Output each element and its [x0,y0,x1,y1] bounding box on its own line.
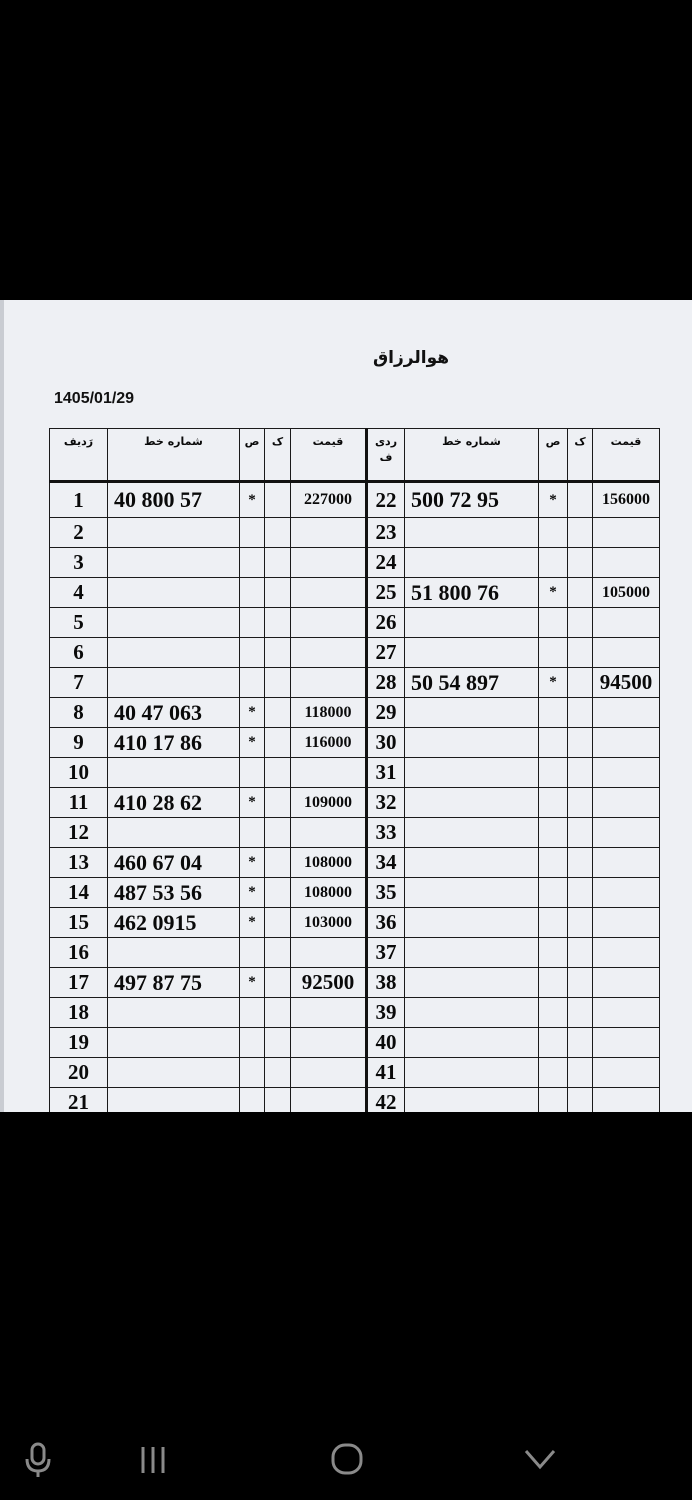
row-index-right: 40 [367,1028,405,1058]
status-s-cell-right [539,728,568,758]
line-number-right [405,698,539,728]
status-k-cell-left [265,848,291,878]
price-left [291,1058,367,1088]
line-number-left [108,1058,240,1088]
table-row [50,482,660,518]
hide-keyboard-icon[interactable] [518,1438,562,1482]
status-k-cell-right [568,608,593,638]
row-index-left: 17 [50,968,108,998]
price-left [291,668,367,698]
table-row [50,638,660,668]
price-left: 118000 [291,698,367,728]
line-number-left: 410 28 62 [108,788,240,818]
row-index-left: 21 [50,1088,108,1113]
status-k-cell-left [265,698,291,728]
row-index-left: 2 [50,518,108,548]
row-index-right: 39 [367,998,405,1028]
status-s-cell-left: * [240,908,265,938]
price-left [291,818,367,848]
line-number-left [108,1088,240,1113]
line-number-left [108,668,240,698]
status-k-cell-left [265,998,291,1028]
table-row [50,1058,660,1088]
row-index-left: 14 [50,878,108,908]
status-k-cell-left [265,878,291,908]
header-k-2: ک [568,429,593,482]
price-right: 94500 [593,668,660,698]
row-index-right: 23 [367,518,405,548]
status-s-cell-left [240,1058,265,1088]
price-right [593,1088,660,1113]
price-right [593,908,660,938]
status-k-cell-right [568,938,593,968]
row-index-right: 26 [367,608,405,638]
row-index-right: 37 [367,938,405,968]
header-s: ص [240,429,265,482]
line-number-left: 462 0915 [108,908,240,938]
status-k-cell-right [568,758,593,788]
status-k-cell-right [568,728,593,758]
status-s-cell-right: * [539,668,568,698]
status-s-cell-right [539,638,568,668]
status-k-cell-left [265,668,291,698]
header-s-2: ص [539,429,568,482]
row-index-right: 35 [367,878,405,908]
status-k-cell-right [568,1088,593,1113]
price-left: 103000 [291,908,367,938]
status-k-cell-left [265,548,291,578]
status-s-cell-left [240,548,265,578]
row-index-left: 18 [50,998,108,1028]
document-page [0,300,692,1112]
table-body [50,482,660,1113]
table-row [50,668,660,698]
row-index-right: 25 [367,578,405,608]
status-k-cell-right [568,518,593,548]
status-k-cell-left [265,818,291,848]
price-left [291,998,367,1028]
line-number-right: 500 72 95 [405,482,539,518]
status-s-cell-right [539,818,568,848]
line-number-left: 40 800 57 [108,482,240,518]
row-index-right: 32 [367,788,405,818]
price-left [291,548,367,578]
price-left: 227000 [291,482,367,518]
table-row [50,518,660,548]
row-index-left: 19 [50,1028,108,1058]
status-k-cell-right [568,968,593,998]
line-number-left [108,818,240,848]
header-row-number-2: ردی ف [367,429,405,482]
table-row [50,1028,660,1058]
status-s-cell-left [240,1028,265,1058]
status-k-cell-left [265,1058,291,1088]
line-number-left: 460 67 04 [108,848,240,878]
price-left [291,578,367,608]
row-index-left: 20 [50,1058,108,1088]
status-s-cell-right [539,758,568,788]
status-k-cell-left [265,482,291,518]
line-number-left: 487 53 56 [108,878,240,908]
status-s-cell-left [240,608,265,638]
price-right [593,968,660,998]
line-number-right [405,848,539,878]
price-right [593,848,660,878]
status-s-cell-left [240,938,265,968]
line-number-right [405,1058,539,1088]
line-number-right [405,608,539,638]
status-k-cell-right [568,638,593,668]
row-index-left: 12 [50,818,108,848]
table-row [50,938,660,968]
status-k-cell-right [568,848,593,878]
line-number-right [405,818,539,848]
status-k-cell-right [568,698,593,728]
status-k-cell-right [568,908,593,938]
price-right [593,998,660,1028]
line-number-right [405,908,539,938]
line-number-left: 40 47 063 [108,698,240,728]
android-nav-bar [0,1420,692,1500]
price-left [291,608,367,638]
status-s-cell-right [539,788,568,818]
status-s-cell-left: * [240,848,265,878]
row-index-left: 1 [50,482,108,518]
status-s-cell-right [539,1088,568,1113]
line-number-left [108,758,240,788]
price-left [291,938,367,968]
status-k-cell-right [568,818,593,848]
price-right [593,1028,660,1058]
header-row-number: رَدیف [50,429,108,482]
price-left: 108000 [291,878,367,908]
price-left: 108000 [291,848,367,878]
price-right [593,728,660,758]
row-index-right: 33 [367,818,405,848]
price-right [593,698,660,728]
microphone-icon[interactable] [16,1438,60,1482]
row-index-left: 16 [50,938,108,968]
table-row [50,998,660,1028]
line-number-right [405,998,539,1028]
status-k-cell-right [568,878,593,908]
status-k-cell-right [568,668,593,698]
status-k-cell-left [265,968,291,998]
price-right [593,548,660,578]
price-left [291,638,367,668]
status-k-cell-right [568,788,593,818]
line-number-right [405,548,539,578]
row-index-left: 15 [50,908,108,938]
status-k-cell-left [265,908,291,938]
status-s-cell-left: * [240,482,265,518]
line-number-left [108,998,240,1028]
line-number-right [405,968,539,998]
row-index-right: 30 [367,728,405,758]
header-line-number: شماره خط [108,429,240,482]
status-s-cell-right [539,848,568,878]
row-index-left: 13 [50,848,108,878]
header-line-number-2: شماره خط [405,429,539,482]
status-k-cell-left [265,1028,291,1058]
row-index-right: 28 [367,668,405,698]
row-index-right: 29 [367,698,405,728]
row-index-left: 9 [50,728,108,758]
table-row [50,908,660,938]
row-index-left: 6 [50,638,108,668]
status-k-cell-left [265,608,291,638]
home-icon[interactable] [325,1438,369,1482]
row-index-left: 5 [50,608,108,638]
price-right [593,878,660,908]
line-number-right [405,1088,539,1113]
table-row [50,1088,660,1113]
status-s-cell-left: * [240,698,265,728]
document-heading: هوالرزاق [372,348,450,368]
price-right: 156000 [593,482,660,518]
row-index-right: 36 [367,908,405,938]
row-index-left: 4 [50,578,108,608]
line-number-left [108,608,240,638]
paper-edge [0,300,4,1112]
table-row [50,728,660,758]
table-row [50,818,660,848]
price-left [291,518,367,548]
line-number-right [405,938,539,968]
status-s-cell-right [539,608,568,638]
header-price: قیمت [291,429,367,482]
line-number-left [108,1028,240,1058]
line-number-table [49,428,660,1112]
price-right [593,638,660,668]
line-number-right [405,1028,539,1058]
price-right [593,1058,660,1088]
status-s-cell-left [240,818,265,848]
status-s-cell-left [240,668,265,698]
price-right: 105000 [593,578,660,608]
line-number-left: 497 87 75 [108,968,240,998]
table-row [50,758,660,788]
table-row [50,878,660,908]
status-k-cell-left [265,938,291,968]
table-row [50,788,660,818]
status-s-cell-left [240,1088,265,1113]
price-left [291,1088,367,1113]
line-number-right [405,878,539,908]
status-s-cell-right [539,878,568,908]
line-number-right: 50 54 897 [405,668,539,698]
row-index-right: 34 [367,848,405,878]
status-s-cell-right: * [539,482,568,518]
status-k-cell-left [265,788,291,818]
price-right [593,818,660,848]
status-s-cell-right [539,998,568,1028]
status-s-cell-left: * [240,788,265,818]
line-number-right [405,788,539,818]
line-number-left [108,578,240,608]
status-k-cell-left [265,758,291,788]
line-number-left: 410 17 86 [108,728,240,758]
document-date: 1405/01/29 [54,390,135,407]
line-number-left [108,548,240,578]
status-s-cell-left [240,998,265,1028]
price-left: 109000 [291,788,367,818]
status-s-cell-right [539,698,568,728]
price-left: 92500 [291,968,367,998]
status-k-cell-right [568,1028,593,1058]
table-header-row [50,429,660,482]
line-number-right [405,758,539,788]
status-s-cell-right: * [539,578,568,608]
price-left [291,1028,367,1058]
line-number-left [108,938,240,968]
status-s-cell-right [539,968,568,998]
line-number-right [405,638,539,668]
table-row [50,848,660,878]
status-k-cell-right [568,548,593,578]
header-k: ک [265,429,291,482]
row-index-right: 31 [367,758,405,788]
status-s-cell-left [240,758,265,788]
status-s-cell-left [240,578,265,608]
table-row [50,608,660,638]
status-s-cell-left: * [240,968,265,998]
status-s-cell-right [539,548,568,578]
row-index-left: 8 [50,698,108,728]
line-number-right [405,728,539,758]
row-index-left: 3 [50,548,108,578]
line-number-left [108,518,240,548]
row-index-right: 24 [367,548,405,578]
status-k-cell-left [265,518,291,548]
row-index-right: 27 [367,638,405,668]
status-k-cell-left [265,578,291,608]
price-left [291,758,367,788]
status-s-cell-right [539,518,568,548]
status-s-cell-right [539,908,568,938]
table-row [50,968,660,998]
line-number-right [405,518,539,548]
row-index-right: 41 [367,1058,405,1088]
table-row [50,698,660,728]
row-index-right: 22 [367,482,405,518]
line-number-left [108,638,240,668]
price-right [593,758,660,788]
status-k-cell-right [568,1058,593,1088]
status-s-cell-left: * [240,878,265,908]
table-row [50,578,660,608]
price-left: 116000 [291,728,367,758]
status-s-cell-left: * [240,728,265,758]
status-k-cell-left [265,1088,291,1113]
row-index-left: 10 [50,758,108,788]
status-s-cell-right [539,1058,568,1088]
status-s-cell-left [240,638,265,668]
status-s-cell-right [539,938,568,968]
status-k-cell-left [265,728,291,758]
table-row [50,548,660,578]
status-k-cell-right [568,578,593,608]
status-k-cell-right [568,998,593,1028]
line-number-right: 51 800 76 [405,578,539,608]
status-k-cell-right [568,482,593,518]
price-right [593,938,660,968]
price-right [593,608,660,638]
row-index-left: 7 [50,668,108,698]
row-index-left: 11 [50,788,108,818]
status-s-cell-left [240,518,265,548]
row-index-right: 38 [367,968,405,998]
header-price-2: قیمت [593,429,660,482]
recent-apps-icon[interactable] [131,1438,175,1482]
price-right [593,788,660,818]
price-right [593,518,660,548]
status-k-cell-left [265,638,291,668]
row-index-right: 42 [367,1088,405,1113]
status-s-cell-right [539,1028,568,1058]
